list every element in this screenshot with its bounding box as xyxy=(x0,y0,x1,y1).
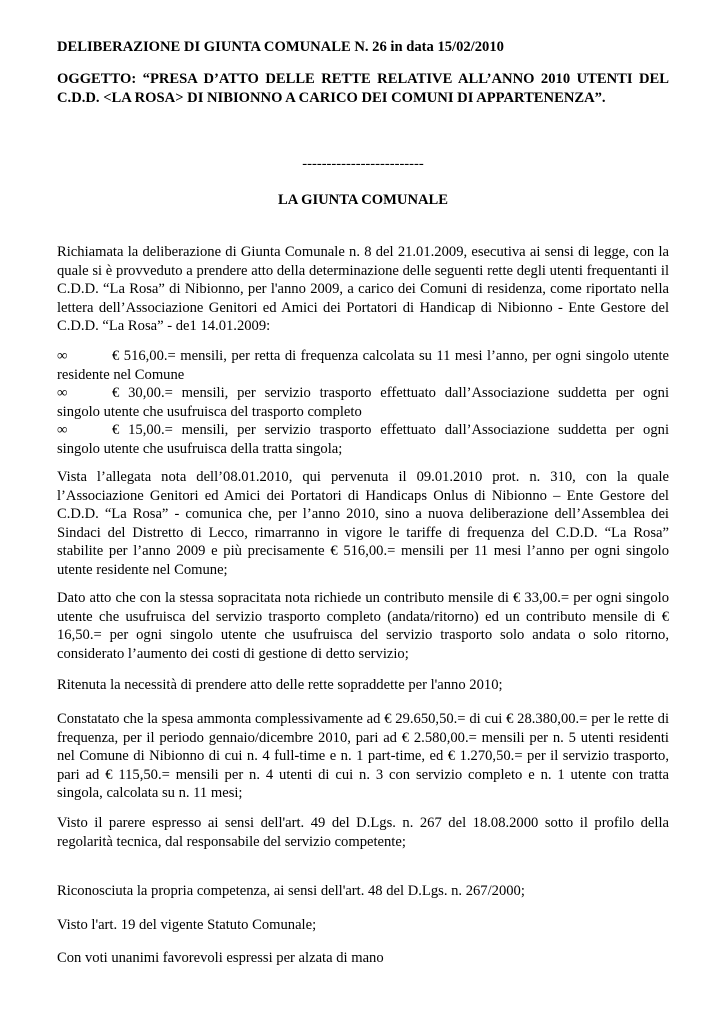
paragraph-riconosciuta: Riconosciuta la propria competenza, ai sensi dell'art. 48 del D.Lgs. n. 267/2000; xyxy=(57,883,525,899)
list-item xyxy=(57,347,669,384)
section-title: LA GIUNTA COMUNALE xyxy=(277,192,448,208)
deliberation-title: DELIBERAZIONE DI GIUNTA COMUNALE N. 26 in data 15/02/2010 xyxy=(57,39,504,55)
list-item xyxy=(57,421,669,458)
infinity-bullet-icon: ∞ xyxy=(57,422,68,439)
list-item-first-line: € 30,00.= mensili, per servizio trasporto effettuato dall’Associazione suddetta per ogni xyxy=(112,385,669,402)
list-item-continuation: singolo utente che usufruisca del trasporto completo xyxy=(57,403,362,420)
paragraph-richiamata: Richiamata la deliberazione di Giunta Comunale n. 8 del 21.01.2009, esecutiva ai sensi di legge, con la quale si è provveduto a prendere atto della determinazione delle seguenti rette degli utenti frequentanti il C.D.D. “La Rosa” di Nibionno, per l'anno 2009, a carico dei Comuni di residenza, come riportato nella lettera dell’Associazione Genitori ed Amici dei Portatori di Handicap di Nibionno - Ente Gestore del C.D.D. “La Rosa” - de1 14.01.2009: xyxy=(57,244,669,335)
rates-list xyxy=(57,347,669,459)
list-item-first-line: € 15,00.= mensili, per servizio trasporto effettuato dall’Associazione suddetta per ogni xyxy=(112,422,669,439)
list-item-continuation: singolo utente che usufruisca della tratta singola; xyxy=(57,440,343,457)
separator-line: ------------------------- xyxy=(302,156,424,172)
paragraph-visto-parere: Visto il parere espresso ai sensi dell'art. 49 del D.Lgs. n. 267 del 18.08.2000 sotto il profilo della regolarità tecnica, dal responsabile del servizio competente; xyxy=(57,815,669,850)
paragraph-ritenuta: Ritenuta la necessità di prendere atto delle rette sopraddette per l'anno 2010; xyxy=(57,677,503,693)
subject-heading: OGGETTO: “PRESA D’ATTO DELLE RETTE RELATIVE ALL’ANNO 2010 UTENTI DEL C.D.D. <LA ROSA> DI NIBIONNO A CARICO DEI COMUNI DI APPARTENENZA”. xyxy=(57,71,669,106)
paragraph-con-voti: Con voti unanimi favorevoli espressi per alzata di mano xyxy=(57,950,384,966)
paragraph-vista-nota: Vista l’allegata nota dell’08.01.2010, qui pervenuta il 09.01.2010 prot. n. 310, con la quale l’Associazione Genitori ed Amici dei Portatori di Handicaps Onlus di Nibionno – Ente Gestore del C.D.D. “La Rosa” - comunica che, per l’anno 2010, sino a nuova deliberazione dell’Assemblea dei Sindaci del Distretto di Lecco, rimarranno in vigore le tariffe di frequenza del C.D.D. “La Rosa” stabilite per l’anno 2009 e più precisamente € 516,00.= mensili per 11 mesi l’anno per ogni singolo utente residente nel Comune; xyxy=(57,469,669,578)
list-item xyxy=(57,384,669,421)
paragraph-dato-atto: Dato atto che con la stessa sopracitata nota richiede un contributo mensile di € 33,00.= per ogni singolo utente che usufruisca del servizio trasporto completo (andata/ritorno) ed un contributo mensile di € 16,50.= per ogni singolo utente che usufruisca del servizio trasporto solo andata o solo ritorno, considerato l’aumento dei costi di gestione di detto servizio; xyxy=(57,590,669,662)
infinity-bullet-icon: ∞ xyxy=(57,385,68,402)
list-item-continuation: residente nel Comune xyxy=(57,366,185,383)
paragraph-constatato: Constatato che la spesa ammonta complessivamente ad € 29.650,50.= di cui € 28.380,00.= per le rette di frequenza, per il periodo gennaio/dicembre 2010, pari ad € 2.580,00.= mensili per n. 5 utenti residenti nel Comune di Nibionno di cui n. 4 full-time e n. 1 part-time, ed € 1.270,50.= per il servizio trasporto, pari ad € 115,50.= mensili per n. 4 utenti di cui n. 3 con servizio completo e n. 1 utente con tratta singola, calcolata su n. 11 mesi; xyxy=(57,711,669,802)
list-item-first-line: € 516,00.= mensili, per retta di frequenza calcolata su 11 mesi l’anno, per ogni singolo utente xyxy=(112,348,669,364)
paragraph-visto-statuto: Visto l'art. 19 del vigente Statuto Comunale; xyxy=(57,917,317,933)
infinity-bullet-icon: ∞ xyxy=(57,348,68,364)
